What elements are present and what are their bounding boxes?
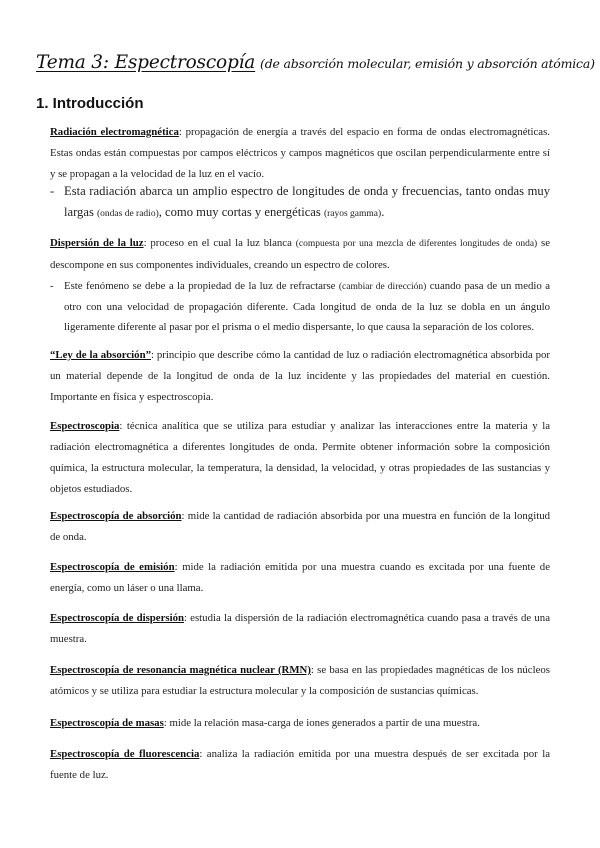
text-espectroscopia: : técnica analítica que se utiliza para estudiar y analizar las interacciones entre la materia y la radiación electromagnética a diferentes longitudes de onda. Permite obtener información sobre la composición química, la estructura molecular, la temperatura, la densidad, la velocidad, y otras propiedades de las sustancias y objetos estudiados. bbox=[50, 420, 550, 495]
bullet-text bbox=[64, 181, 550, 225]
bullet-dash: - bbox=[50, 280, 54, 292]
bullet-dispersion-a: Este fenómeno se debe a la propiedad de la luz de refractarse bbox=[64, 280, 336, 292]
bullet-radiacion bbox=[50, 181, 550, 225]
text-dispersion-b: (compuesta por una mezcla de diferentes longitudes de onda) bbox=[295, 239, 538, 249]
paragraph-radiacion bbox=[50, 122, 550, 185]
section-heading: 1. Introducción bbox=[36, 95, 144, 112]
bullet-dispersion-b: (cambiar de dirección) bbox=[338, 282, 427, 292]
page-title bbox=[36, 52, 595, 73]
term-espectroscopia: Espectroscopia bbox=[50, 420, 120, 432]
term-radiacion: Radiación electromagnética bbox=[50, 126, 179, 138]
paragraph-dispersion bbox=[50, 233, 550, 276]
bullet-text-b: (ondas de radio) bbox=[97, 209, 159, 219]
text-dispersion-a: : proceso en el cual la luz blanca bbox=[143, 237, 292, 249]
term-dispersion: Dispersión de la luz bbox=[50, 237, 144, 249]
paragraph-ley-absorcion bbox=[50, 345, 550, 408]
paragraph-absorcion bbox=[50, 506, 550, 548]
term-emision: Espectroscopía de emisión bbox=[50, 561, 175, 573]
paragraph-masas bbox=[50, 713, 550, 734]
text-absorcion: : mide la cantidad de radiación absorbida por una muestra en función de la longitud de onda. bbox=[50, 510, 550, 543]
bullet-text-a: Esta radiación abarca un amplio espectro de longitudes de onda y frecuencias, tanto ondas muy largas bbox=[64, 184, 550, 219]
text-masas: : mide la relación masa-carga de iones generados a partir de una muestra. bbox=[163, 717, 480, 729]
text-dispersion-c: se descompone en sus componentes individuales, creando un espectro de colores. bbox=[50, 237, 551, 271]
text-radiacion: : propagación de energía a través del espacio en forma de ondas electromagnéticas. Estas ondas están compuestas por campos eléctricos y campos magnéticos que oscilan perpendicularmente entre sí y se propagan a la velocidad de la luz en el vacío. bbox=[50, 126, 550, 180]
term-ley-absorcion: “Ley de la absorción” bbox=[50, 349, 151, 361]
bullet-dash: - bbox=[50, 184, 55, 198]
title-main: Tema 3: Espectroscopía bbox=[36, 52, 256, 73]
term-rmn: Espectroscopía de resonancia magnética nuclear (RMN) bbox=[50, 664, 311, 676]
bullet-text-e: . bbox=[381, 205, 385, 219]
paragraph-rmn bbox=[50, 660, 550, 702]
bullet-text-d: (rayos gamma) bbox=[323, 209, 382, 219]
bullet-dispersion bbox=[50, 276, 550, 337]
term-fluorescencia: Espectroscopía de fluorescencia bbox=[50, 748, 200, 760]
paragraph-espectroscopia bbox=[50, 416, 550, 500]
text-rmn: : se basa en las propiedades magnéticas de los núcleos atómicos y se utiliza para estudiar la estructura molecular y la composición de sustancias químicas. bbox=[50, 664, 550, 697]
paragraph-emision bbox=[50, 557, 550, 599]
term-dispersion-espectroscopia: Espectroscopía de dispersión bbox=[50, 612, 184, 624]
term-absorcion: Espectroscopía de absorción bbox=[50, 510, 182, 522]
text-fluorescencia: : analiza la radiación emitida por una muestra después de ser excitada por la fuente de luz. bbox=[50, 748, 550, 781]
bullet-text-c: , como muy cortas y energéticas bbox=[158, 205, 321, 219]
paragraph-fluorescencia bbox=[50, 744, 550, 786]
text-ley-absorcion: : principio que describe cómo la cantidad de luz o radiación electromagnética absorbida por un material depende de la longitud de onda de la luz incidente y las propiedades del material en cuestión. Importante en física y espectroscopia. bbox=[50, 349, 550, 403]
title-subtitle: (de absorción molecular, emisión y absorción atómica) bbox=[260, 56, 595, 71]
text-dispersion-espectroscopia: : estudia la dispersión de la radiación electromagnética cuando pasa a través de una muestra. bbox=[50, 612, 550, 645]
term-masas: Espectroscopía de masas bbox=[50, 717, 164, 729]
bullet-text bbox=[64, 276, 550, 337]
paragraph-dispersion-espectroscopia bbox=[50, 608, 550, 650]
bullet-dispersion-c: cuando pasa de un medio a otro con una velocidad de propagación diferente. Cada longitud de onda de la luz se dobla en un ángulo ligeramente diferente al pasar por el prisma o el medio dispersante, lo que causa la separación de los colores. bbox=[64, 280, 551, 333]
text-emision: : mide la radiación emitida por una muestra cuando es excitada por una fuente de energía, como un láser o una llama. bbox=[50, 561, 550, 594]
